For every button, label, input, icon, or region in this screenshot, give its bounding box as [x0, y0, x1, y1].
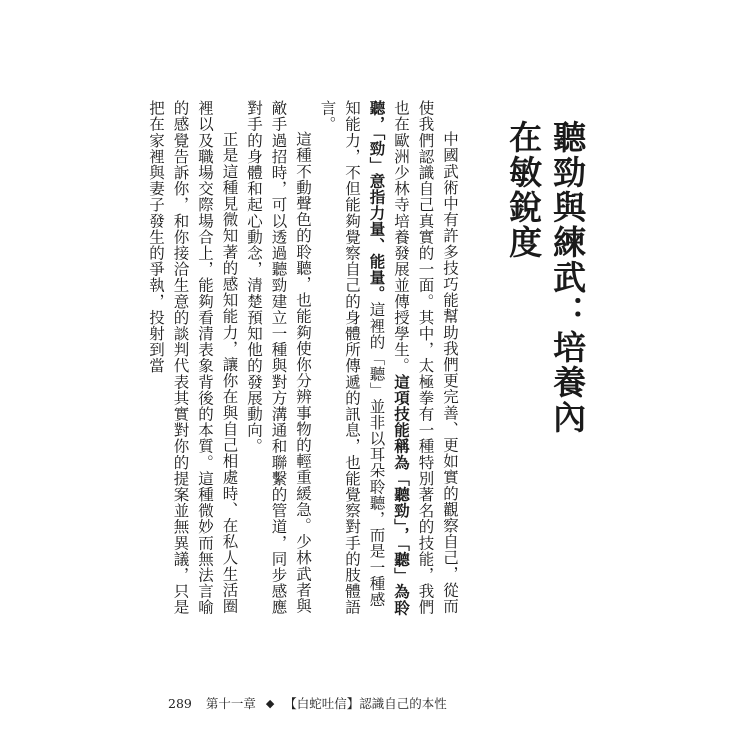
- text-run: 中國武術中有許多技巧能幫助我們更完善、更如實的觀察自己，從而使我們認識自己真實的一面。其中，太極拳有一種特別著名的技能，我們也在歐洲少林寺培養發展並傳授學生。: [392, 100, 459, 616]
- paragraph: [144, 100, 242, 620]
- body-text: [147, 100, 462, 620]
- paragraph: [315, 100, 462, 620]
- text-run: 正是這種見微知著的感知能力，讓你在與自己相處時、在私人生活圈裡以及職場交際場合上，能夠看清表象背後的本質。這種微妙而無法言喻的感覺告訴你，和你接洽生意的談判代表其實對你的提案並無異議，只是把在家裡與妻子發生的爭執，投射到當: [147, 100, 239, 616]
- diamond-icon: ◆: [265, 696, 275, 710]
- text-run: 這裡的「聽」並非以耳朵聆聽，而是一種感知能力，不但能夠覺察自己的身體所傳遞的訊息，也能覺察對手的肢體語言。: [318, 100, 386, 616]
- text-run: 這種不動聲色的聆聽，也能夠使你分辨事物的輕重緩急。少林武者與敵手過招時，可以透過聽勁建立一種與對方溝通和聯繫的管道，同步感應對手的身體和起心動念，清楚預知他的發展動向。: [245, 100, 312, 616]
- chapter-section-title: 聽勁與練武：培養內在敏銳度: [504, 120, 588, 435]
- page-number: 289: [168, 695, 192, 711]
- bold-text-run: 這項技能稱為「聽勁」，「聽」為聆聽，「勁」意指力量、能量。: [367, 100, 411, 616]
- paragraph: [242, 100, 316, 620]
- page-footer: [168, 694, 447, 712]
- section-label: 【白蛇吐信】認識自己的本性: [284, 696, 447, 711]
- chapter-label: 第十一章: [205, 696, 256, 711]
